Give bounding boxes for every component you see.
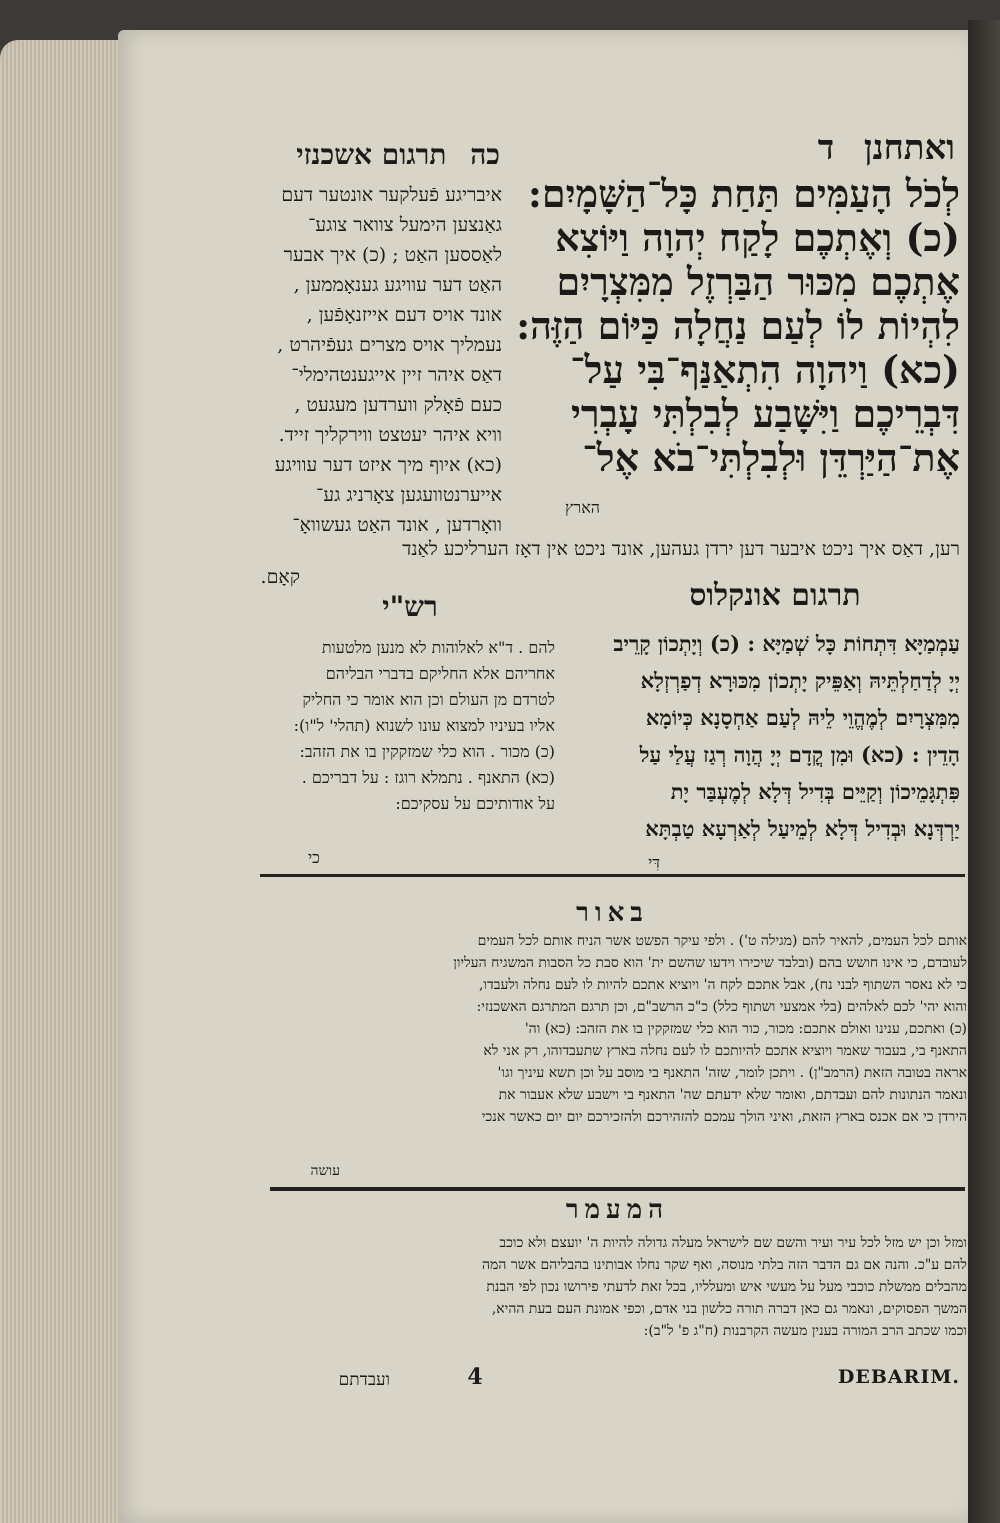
- biur-line: והוא יהי' לכם לאלהים (בלי אמצעי ושתוף כלל) כ"כ הרשב"ם, וכן תרגם המתרגם האשכנזי:: [476, 999, 967, 1015]
- rashi-line: אחריהם אלא החליקם בדברי הבליהם: [325, 664, 555, 683]
- rashi-text: [255, 635, 555, 817]
- onkelos-line: פִּתְגָּמֵיכוֹן וְקַיֵּים בְּדִיל דְּלָא לְמֶעְבַּר יָת: [670, 779, 960, 804]
- main-text-line: אֶת־הַיַּרְדֵּן וּלְבִלְתִּי־בֹא אֶל־: [582, 436, 960, 480]
- biur-text: [262, 930, 967, 1128]
- left-header-number: כה: [470, 138, 500, 171]
- page-number: 4: [467, 1364, 483, 1390]
- onkelos-line: יַרְדְּנָא וּבְדִיל דְּלָא לְמֵיעַל לְאַרְעָא טַבְתָּא: [645, 816, 960, 841]
- biur-catchword: עושה: [310, 1163, 340, 1179]
- rashi-line: על אודותיכם על עסקיכם:: [395, 794, 555, 813]
- main-text-line: אֶתְכֶם מִכּוּר הַבַּרְזֶל מִמִּצְרָיִם: [556, 260, 960, 304]
- biur-line: (כ) ואתכם, ענינו ואולם אתכם: מכור, כור הוא כלי שמזקקין בו את הזהב: (כא) וה': [524, 1021, 967, 1037]
- main-text-line: לִהְיוֹת לוֹ לְעַם נַחֲלָה כַּיּוֹם הַזֶּה:: [516, 304, 960, 348]
- biur-line: אותם לכל העמים, להאיר להם (מגילה ט') . ולפי עיקר הפשט אשר הניח אותם לכל העמים: [477, 933, 967, 949]
- rashi-line: לטרדם מן העולם וכן הוא אומר כי החליק: [302, 690, 555, 709]
- hamaamar-text: [262, 1232, 967, 1342]
- biur-title: באור: [576, 898, 649, 928]
- rashi-title: רש"י: [382, 590, 438, 623]
- onkelos-title: תרגום אונקלוס: [689, 578, 861, 613]
- onkelos-line: עַמְמַיָּא דִּתְחוֹת כָּל שְׁמַיָּא : (כ) וְיָתְכוֹן קָרֵיב: [613, 631, 960, 656]
- onkelos-line: יְיָ לְדַחַלְתֵּיהּ וְאַפֵּיק יָתְכוֹן מִכּוּרָא דְפַרְזְלָא: [640, 668, 960, 693]
- section-divider-2: [270, 1187, 965, 1191]
- main-text-catchword: הארץ: [565, 498, 600, 517]
- book-spine-shadow: [968, 20, 1000, 1523]
- main-text-line: (כא) וַיהוָה הִתְאַנַּף־בִּי עַל־: [570, 348, 960, 392]
- left-header-title: תרגום אשכנזי: [296, 138, 447, 171]
- hamaamar-title: המעמר: [565, 1195, 670, 1225]
- right-header: [610, 128, 955, 168]
- hamaamar-line: מהבלים ממשלת כוכבי מעל על מעשי איש ומעלליו, בכל זאת לדעתי פירושו נכון לפי הבנת: [486, 1279, 967, 1295]
- biur-line: כי לא נאסר השתוף לבני נח), אבל אתכם לקח ה' ויוציא אתכם להיות לו לעם נחלה ולעבדו,: [478, 977, 967, 993]
- rashi-line: (כ) מכור . הוא כלי שמזקקין בו את הזהב:: [299, 742, 555, 761]
- main-text-line: לְכֹל הָעַמִּים תַּחַת כָּל־הַשָּׁמָיִם:: [527, 172, 960, 216]
- rashi-line: להם . ד"א לאלוהות לא מנען מלטעות: [321, 638, 555, 657]
- translation-line: וואָרדען , אונד האַט געשוואָ־: [292, 514, 502, 536]
- hamaamar-line: להם ע"כ. והנה אם גם הדבר הזה בלתי מנוסה, ואף שקר נחלו אבותינו בהבליהם אשר המה: [481, 1257, 967, 1273]
- hamaamar-line: המשך הפסוקים, ונאמר גם כאן דברה תורה כלשון בני אדם, וכפי אמונת העם בעת ההיא,: [491, 1301, 967, 1317]
- hamaamar-line: וכמו שכתב הרב המורה בענין מעשה הקרבנות (ח"ג פ' ל"ב):: [643, 1323, 967, 1339]
- main-text: [510, 172, 960, 480]
- translation-line: (כא) איוף מיך איזט דער עוויגע: [274, 454, 502, 476]
- biur-line: אראה בטובה הזאת (הרמב"ן) . ויתכן לומר, שזה' התאנף בי מוסב על וכן תשא עיניך וגו': [497, 1065, 967, 1081]
- translation-continuation: רען, דאַס איך ניכט איבער דען ירדן געהען, אונד ניכט אין דאָז הערליכע לאַנד: [402, 538, 960, 560]
- translation-line: וויא איהר יעטצט ווירקליך זייד.: [278, 424, 502, 446]
- onkelos-line: מִמִּצְרָיִם לְמֶהֱוֵי לֵיהּ לְעַם אַחְסָנָא כְּיוֹמָא: [645, 705, 960, 730]
- hamaamar-line: ומזל וכן יש מזל לכל עיר ועיר והשם שם לישראל מעלה גדולה להיות ה' יועצם ולא כוכב: [499, 1235, 967, 1251]
- translation-last-word: קאָם.: [260, 566, 300, 588]
- left-header: [250, 138, 500, 172]
- onkelos-line: הָדֵין : (כא) וּמִן קֳדָם יְיָ הֲוָה רְגַז עֲלַי עַל: [639, 742, 960, 767]
- book-page-edges: [0, 40, 120, 1523]
- rashi-line: אליו בעיניו למצוא עונו לשנוא (תהלי' ל"ו):: [293, 716, 555, 735]
- biur-line: ונאמר הנתונות להם ועבדתם, ואומר שלא ידעתם שה' התאנף בי וישבע שלא אעבור את: [498, 1087, 967, 1103]
- translation-line: גאַנצען הימעל צוואר צוגע־: [308, 214, 502, 236]
- translation-line: נעמליך אויס מצרים געפֿיהרט ,: [277, 334, 502, 356]
- biur-line: הירדן כי אם אכנס בארץ הזאת, ואיני הולך עמכם להזהירכם ולהזכירכם יום יום כאשר אנכי: [481, 1109, 967, 1125]
- footer-catchword: ועבדתם: [338, 1370, 390, 1390]
- biur-line: התאנף בי, בעבור שאמר ויוציא אתכם להיותכם לו לעם נחלה בארץ שתעבדוהו, רק אני לא: [483, 1043, 967, 1059]
- onkelos-catchword: דִּי: [648, 853, 660, 872]
- right-header-letter: ד: [817, 128, 835, 168]
- translation-line: כעם פֿאָלק ווערדען מעגעט ,: [294, 394, 502, 416]
- translation-line: דאַס איהר זיין אייגענטהימלי־: [291, 364, 502, 386]
- translation-column: [240, 180, 502, 540]
- section-divider: [260, 874, 965, 877]
- rashi-line: (כא) התאנף . נתמלא רוגז : על דבריכם .: [301, 768, 555, 787]
- translation-line: לאַססען האַט ; (כ) איך אבער: [283, 244, 502, 266]
- book-name: DEBARIM.: [837, 1366, 960, 1388]
- translation-line: האַט דער עוויגע גענאָממען ,: [293, 274, 502, 296]
- onkelos-text: [565, 625, 960, 847]
- biur-line: לעובדם, כי אינו חושש בהם (ובלבד שיכירו וידעו שהשם ית' הוא סבת כל הסבות המשגיח העליון: [453, 955, 967, 971]
- rashi-catchword: כי: [307, 848, 320, 867]
- right-header-title: ואתחנן: [863, 128, 955, 168]
- main-text-line: דִּבְרֵיכֶם וַיִּשָּׁבַע לְבִלְתִּי עָבְרִי: [570, 392, 960, 436]
- translation-line: אייערנטוועגען צאָרניג גע־: [316, 484, 502, 506]
- main-text-line: (כ) וְאֶתְכֶם לָקַח יְהוָה וַיּוֹצִא: [555, 216, 960, 260]
- translation-line: אונד אויס דעם אייזנאָפֿען ,: [306, 304, 502, 326]
- translation-line: איבריגע פֿעלקער אונטער דעם: [281, 184, 502, 206]
